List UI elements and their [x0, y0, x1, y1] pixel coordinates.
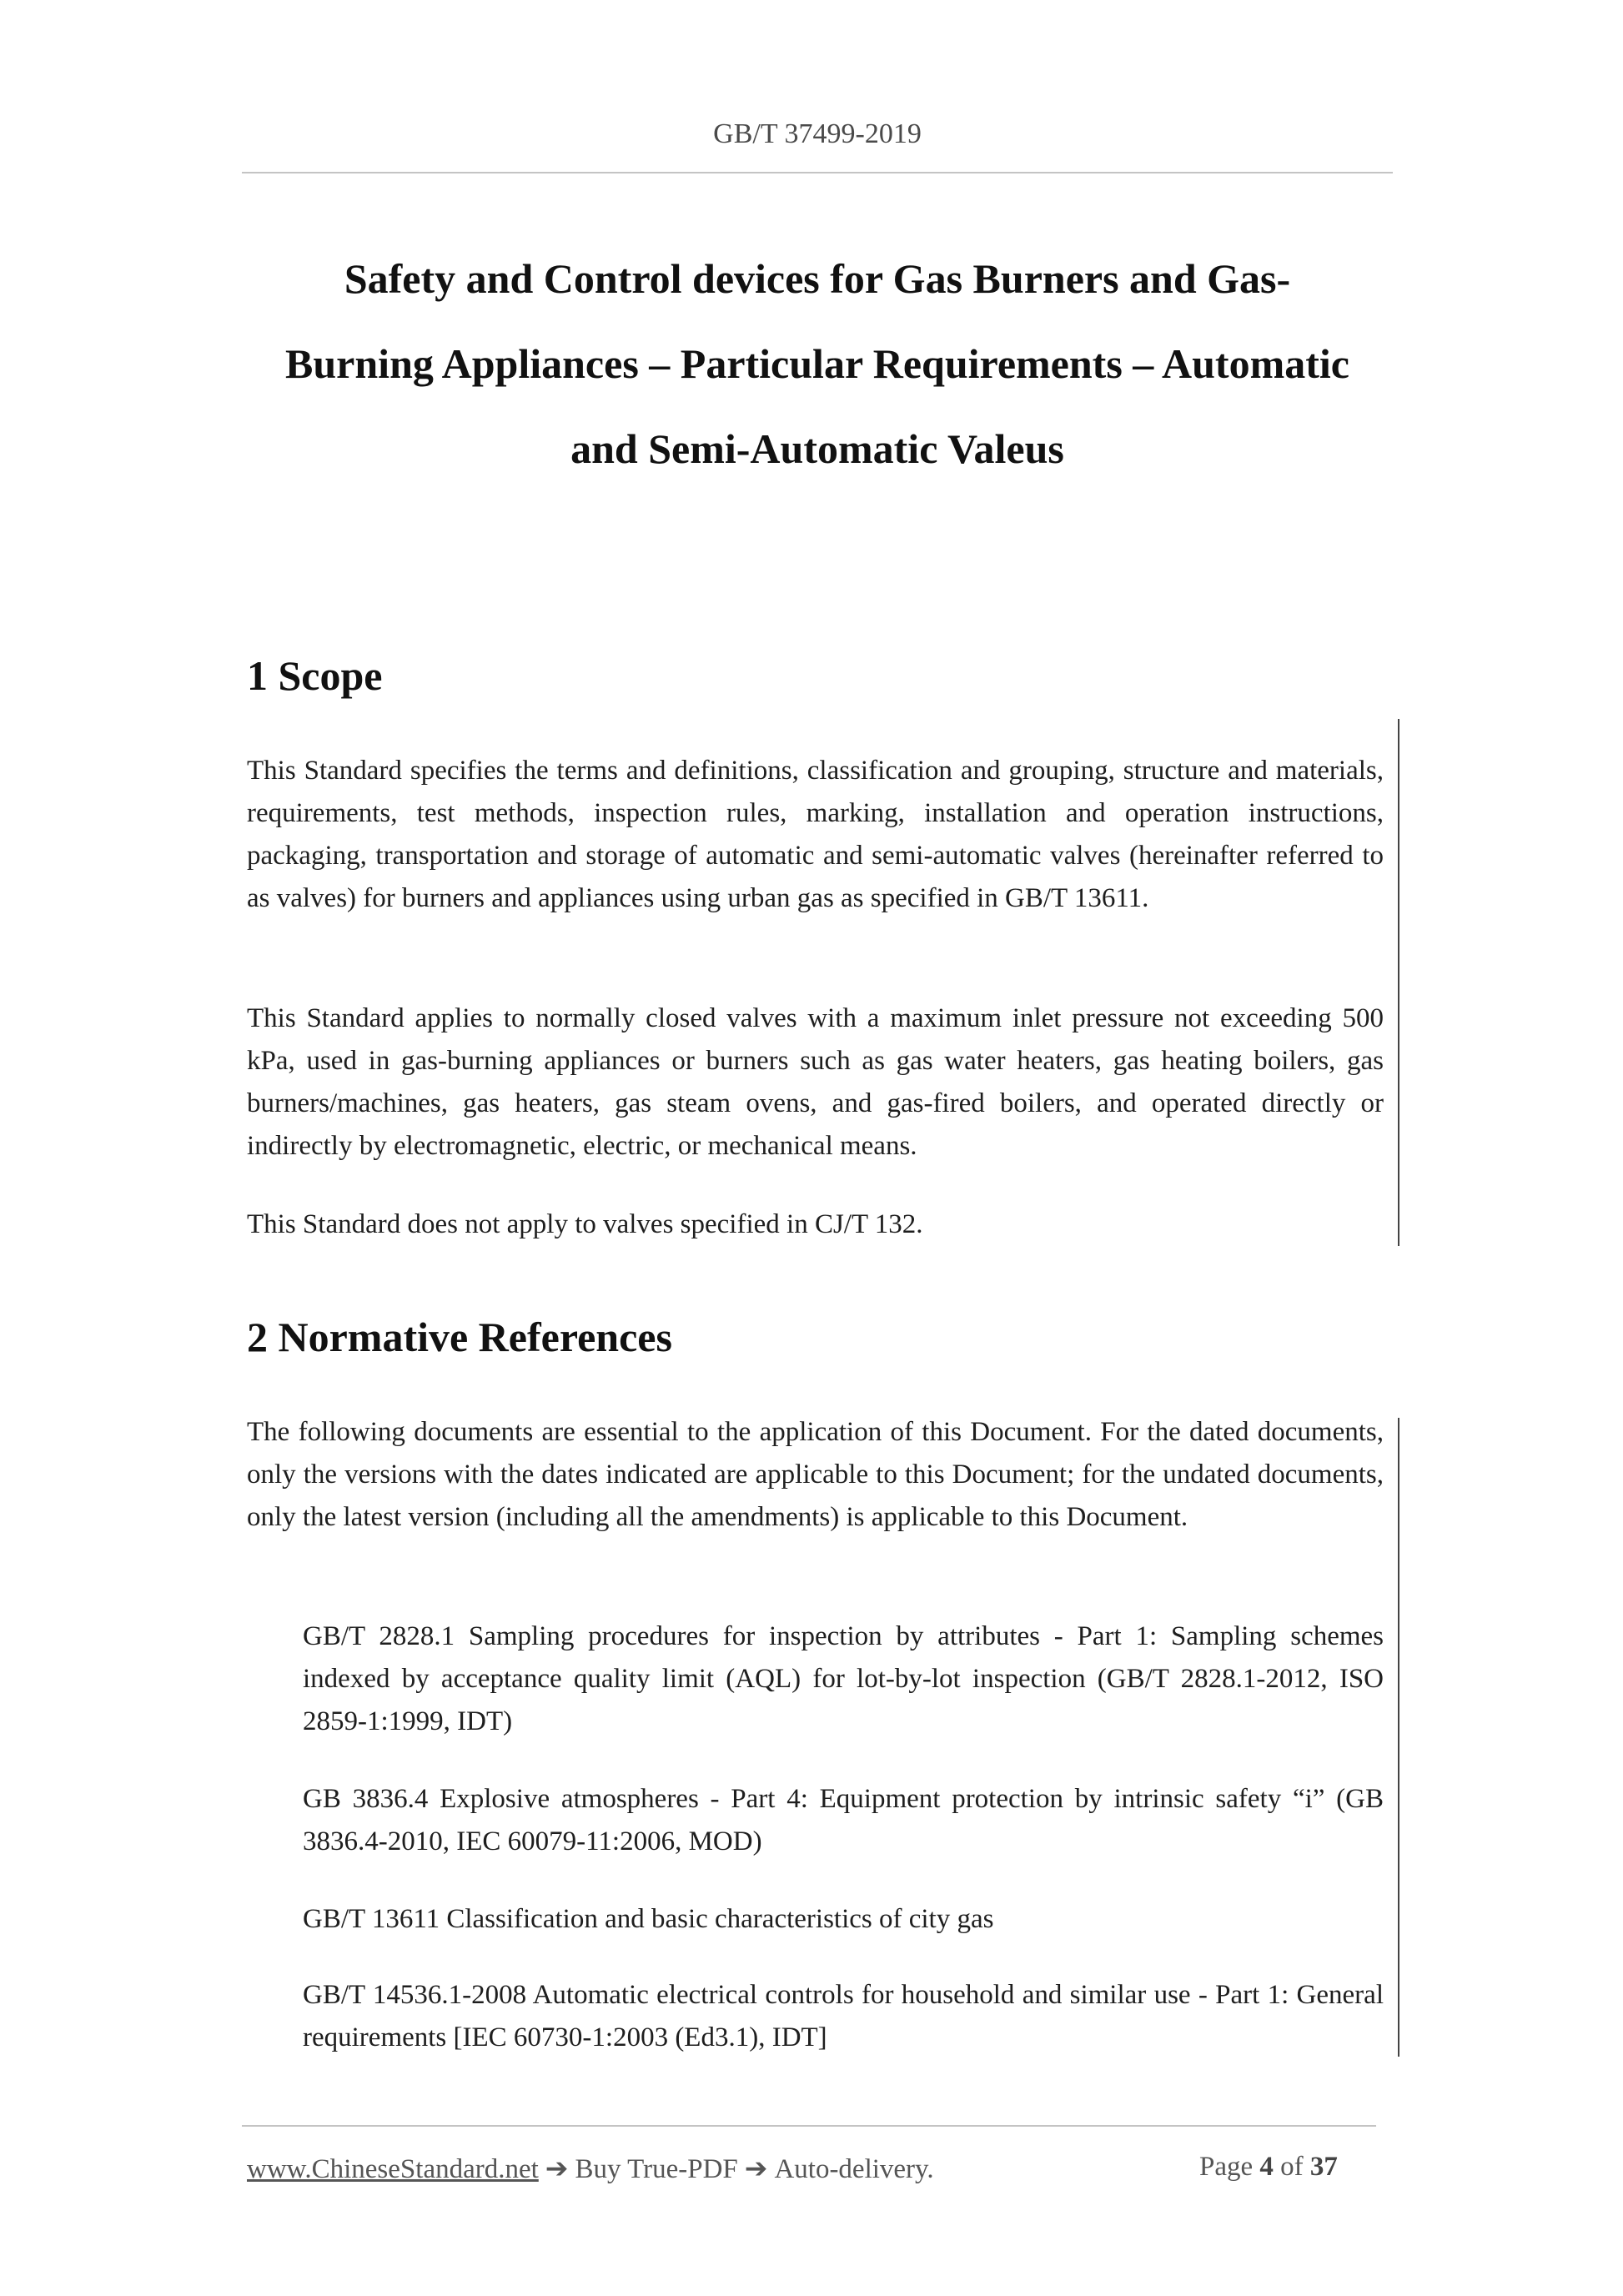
title-line-2: Burning Appliances – Particular Requirements – Automatic	[285, 340, 1349, 387]
page-current: 4	[1259, 2152, 1274, 2182]
arrow-right-icon: ➔	[744, 2154, 768, 2184]
footer-promo	[247, 2152, 934, 2185]
page-label: Page	[1199, 2152, 1254, 2182]
scope-paragraph-2: This Standard applies to normally closed valves with a maximum inlet pressure not exceeding 500 kPa, used in gas-burning appliances or burners such as gas water heaters, gas heating boilers, gas burners/machines, gas heaters, gas steam ovens, and gas-fired boilers, and operated directly or indirectly by electromagnetic, electric, or mechanical means.	[247, 1003, 1384, 1161]
document-title	[247, 236, 1388, 491]
reference-item-gbt-14536-1: GB/T 14536.1-2008 Automatic electrical controls for household and similar use - Part 1: General requirements [IEC 60730-1:2003 (Ed3.1), IDT]	[303, 1980, 1384, 2052]
page-of-label: of	[1280, 2152, 1304, 2182]
section-heading-scope: 1 Scope	[247, 652, 383, 699]
normative-intro-paragraph: The following documents are essential to the application of this Document. For the dated documents, only the versions with the dates indicated are applicable to this Document; for the undated documents, only the latest version (including all the amendments) is applicable to this Document.	[247, 1417, 1384, 1532]
page-indicator	[1199, 2152, 1338, 2183]
reference-item-gb-3836-4: GB 3836.4 Explosive atmospheres - Part 4: Equipment protection by intrinsic safety “i” (GB 3836.4-2010, IEC 60079-11:2006, MOD)	[303, 1784, 1384, 1856]
reference-item-gbt-13611: GB/T 13611 Classification and basic characteristics of city gas	[303, 1904, 994, 1934]
revision-bar-normative	[1398, 1418, 1399, 2057]
buy-pdf-text: Buy True-PDF	[575, 2154, 738, 2184]
scope-paragraph-3: This Standard does not apply to valves specified in CJ/T 132.	[247, 1209, 923, 1239]
page-total: 37	[1309, 2152, 1338, 2182]
title-line-3: and Semi-Automatic Valeus	[570, 425, 1064, 472]
auto-delivery-text: Auto-delivery.	[774, 2154, 934, 2184]
document-code-header: GB/T 37499-2019	[713, 118, 922, 149]
site-link[interactable]: www.ChineseStandard.net	[247, 2154, 539, 2184]
section-heading-normative-references: 2 Normative References	[247, 1314, 672, 1360]
header-divider	[242, 172, 1393, 173]
reference-item-gbt-2828-1: GB/T 2828.1 Sampling procedures for inspection by attributes - Part 1: Sampling schemes indexed by acceptance quality limit (AQL) for lot-by-lot inspection (GB/T 2828.1-2012, ISO 2859-1:1999, IDT)	[303, 1621, 1384, 1736]
title-line-1: Safety and Control devices for Gas Burners and Gas-	[344, 255, 1291, 302]
scope-paragraph-1: This Standard specifies the terms and definitions, classification and grouping, structure and materials, requirements, test methods, inspection rules, marking, installation and operation instructions, packaging, transportation and storage of automatic and semi-automatic valves (hereinafter referred to as valves) for burners and appliances using urban gas as specified in GB/T 13611.	[247, 756, 1384, 913]
footer-divider	[242, 2125, 1376, 2127]
arrow-right-icon: ➔	[545, 2154, 569, 2184]
revision-bar-scope	[1398, 719, 1399, 1246]
